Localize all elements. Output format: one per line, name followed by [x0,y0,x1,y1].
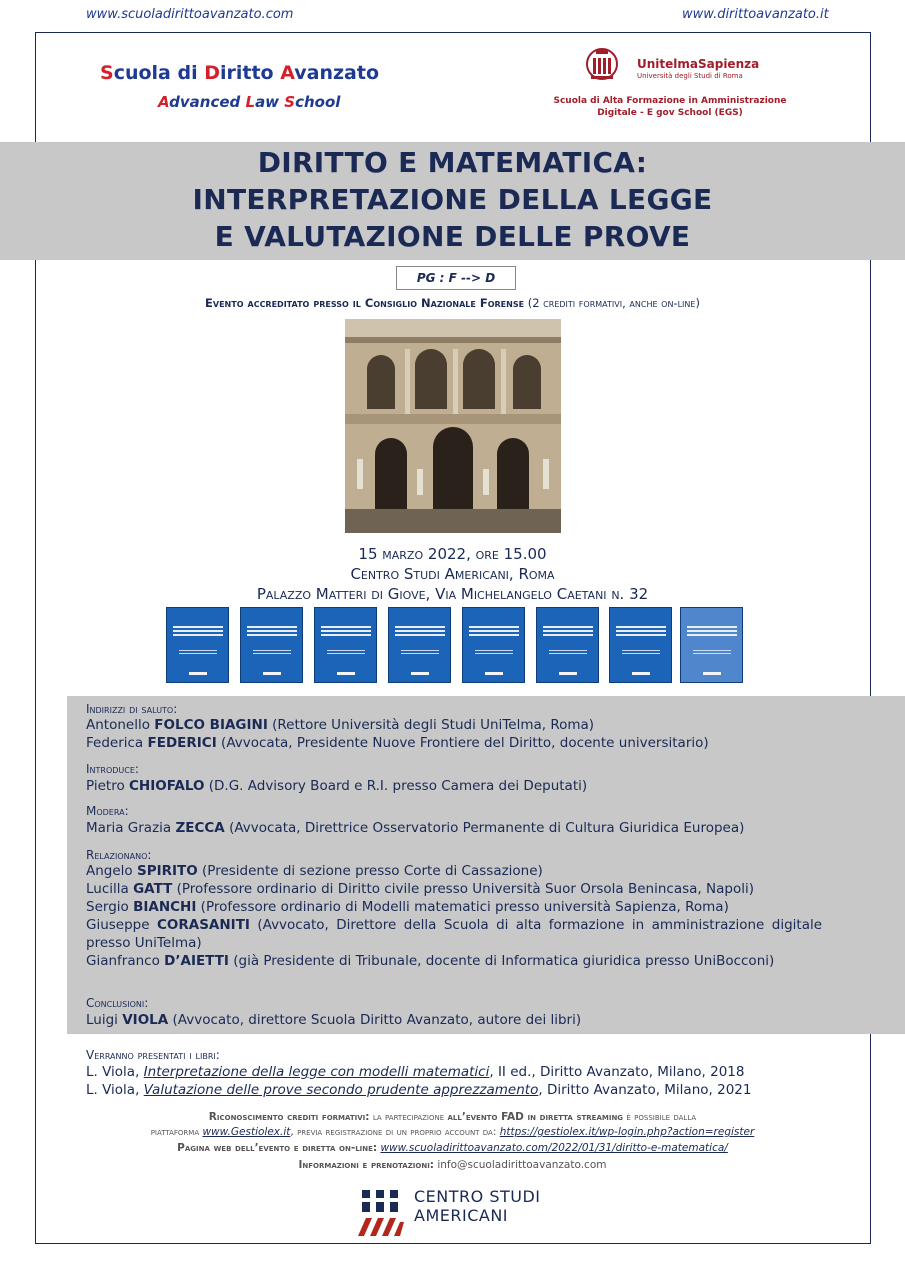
csa-line-2: AMERICANI [414,1206,508,1225]
als-logo: Advanced Law School [158,93,341,111]
book-cover [240,607,303,683]
sapienza-subtitle: Università degli Studi di Roma [637,72,743,80]
event-address: Palazzo Matteri di Giove, Via Michelangelo Caetani n. 32 [256,585,649,603]
title-line-3: E VALUTAZIONE DELLE PROVE [214,220,691,253]
book-item: L. Viola, Interpretazione della legge con modelli matematici, II ed., Diritto Avanzato, Milano, 2018 [86,1064,745,1080]
speaker-row: Angelo SPIRITO (Presidente di sezione presso Corte di Cassazione) [86,863,543,879]
book-title-link[interactable]: Valutazione delle prove secondo prudente apprezzamento [143,1082,539,1098]
book-cover [166,607,229,683]
speaker-row: Gianfranco D’AIETTI (già Presidente di Tribunale, docente di Informatica giuridica presso UniBocconi) [86,953,775,969]
event-place: Centro Studi Americani, Roma [350,565,555,583]
speaker-row: Giuseppe CORASANITI (Avvocato, Direttore della Scuola di alta formazione in amministrazione digitale presso UniTelma) [86,917,823,951]
title-line-1: DIRITTO E MATEMATICA: [257,146,648,179]
book-cover [462,607,525,683]
pg-badge: PG : F --> D [396,266,516,290]
book-item: L. Viola, Valutazione delle prove secondo prudente apprezzamento, Diritto Avanzato, Milano, 2021 [86,1082,752,1098]
event-web-link[interactable]: www.scuoladirittoavanzato.com/2022/01/31/diritto-e-matematica/ [380,1142,728,1154]
info-line: Informazioni e prenotazioni: info@scuoladirittoavanzato.com [298,1159,607,1171]
palazzo-photo [345,319,561,533]
sda-logo: Scuola di Diritto Avanzato [100,62,380,84]
saluto-label: Indirizzi di saluto: [86,702,178,716]
gestiolex-link[interactable]: www.Gestiolex.it [202,1126,291,1138]
speaker-row: Antonello FOLCO BIAGINI (Rettore Università degli Studi UniTelma, Roma) [86,717,595,733]
book-cover [314,607,377,683]
book-cover [609,607,672,683]
speaker-row: Luigi VIOLA (Avvocato, direttore Scuola Diritto Avanzato, autore dei libri) [86,1012,582,1028]
book-cover [680,607,743,683]
title-line-2: INTERPRETAZIONE DELLA LEGGE [192,183,713,216]
relazionano-label: Relazionano: [86,848,152,862]
unitelma-sapienza-icon [585,44,619,86]
speaker-row: Pietro CHIOFALO (D.G. Advisory Board e R.I. presso Camera dei Deputati) [86,778,588,794]
centro-studi-americani-icon [358,1186,404,1238]
book-cover [388,607,451,683]
introduce-label: Introduce: [86,762,139,776]
accreditation-line: Evento accreditato presso il Consiglio Nazionale Forense (2 crediti formativi, anche on-line) [205,296,700,310]
csa-line-1: CENTRO STUDI [414,1187,541,1206]
book-cover [536,607,599,683]
modera-label: Modera: [86,804,129,818]
info-email[interactable]: info@scuoladirittoavanzato.com [437,1159,607,1171]
register-link[interactable]: https://gestiolex.it/wp-login.php?action=register [499,1126,755,1138]
header-right-link[interactable]: www.dirittoavanzato.it [682,7,829,22]
speaker-row: Maria Grazia ZECCA (Avvocata, Direttrice Osservatorio Permanente di Cultura Giuridica Europea) [86,820,745,836]
web-page-line: Pagina web dell’evento e diretta on-line: www.scuoladirittoavanzato.com/2022/01/31/diritto-e-matematica/ [177,1142,728,1154]
conclusioni-label: Conclusioni: [86,996,149,1010]
event-date: 15 marzo 2022, ore 15.00 [358,545,547,563]
book-title-link[interactable]: Interpretazione della legge con modelli matematici [143,1064,490,1080]
credits-line-2: piattaforma www.Gestiolex.it, previa registrazione di un proprio account da: https://gestiolex.it/wp-login.php?action=register [150,1126,755,1138]
credits-line-1: Riconoscimento crediti formativi: la partecipazione all’evento FAD in diretta streaming è possibile dalla [208,1111,697,1123]
egs-label: Scuola di Alta Formazione in Amministrazione Digitale - E gov School (EGS) [553,96,787,118]
header-left-link[interactable]: www.scuoladirittoavanzato.com [86,7,294,22]
speaker-row: Sergio BIANCHI (Professore ordinario di Modelli matematici presso università Sapienza, Roma) [86,899,729,915]
speaker-row: Lucilla GATT (Professore ordinario di Diritto civile presso Università Suor Orsola Benincasa, Napoli) [86,881,754,897]
sapienza-name: UnitelmaSapienza [637,57,760,71]
books-label: Verranno presentati i libri: [86,1048,220,1062]
speaker-row: Federica FEDERICI (Avvocata, Presidente Nuove Frontiere del Diritto, docente universitario) [86,735,709,751]
